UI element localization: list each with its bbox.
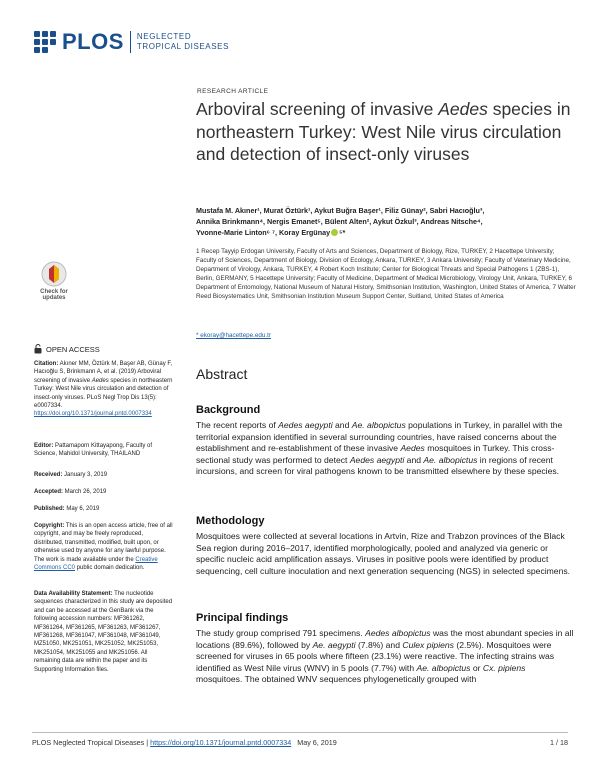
received-label: Received:	[34, 472, 63, 478]
find-i1: Aedes albopictus	[365, 628, 431, 638]
published-label: Published:	[34, 506, 65, 512]
check-updates-icon	[41, 261, 67, 287]
check-updates-line1: Check for	[40, 289, 68, 295]
footer-citation	[32, 738, 337, 747]
bg-t5: and	[404, 454, 424, 465]
editor-label: Editor:	[34, 443, 54, 449]
journal-logo-text: PLOS	[62, 29, 124, 54]
footer-doi-link[interactable]: https://doi.org/10.1371/journal.pntd.0007334	[150, 738, 292, 747]
methodology-heading: Methodology	[196, 515, 265, 527]
find-t3: (7.8%) and	[355, 639, 403, 650]
orcid-icon[interactable]	[331, 229, 338, 236]
open-access-badge	[34, 344, 100, 354]
article-type: RESEARCH ARTICLE	[197, 88, 269, 95]
citation-italic: Aedes	[91, 377, 109, 384]
corresponding-email[interactable]: * ekoray@hacettepe.edu.tr	[196, 332, 272, 339]
journal-name	[137, 32, 229, 52]
logo-divider	[130, 31, 131, 53]
editor-text: Pattamaporn Kittayapong, Faculty of Science, Mahidol University, THAILAND	[34, 443, 153, 458]
bg-t1: The recent reports of	[196, 420, 279, 430]
title-italic: Aedes	[438, 99, 488, 119]
authors-line1: Mustafa M. Akıner¹, Murat Öztürk¹, Aykut Buğra Başer¹, Filiz Günay², Sabri Hacıoğlu³,	[196, 206, 485, 215]
bg-i5: Ae. albopictus	[423, 454, 478, 465]
methodology-text: Mosquitoes were collected at several locations in Artvin, Rize and Trabzon provinces of the Black Sea region during 2016–2017, identified morphologically, pooled and analyzed via generic or specific nucleic acid amplification assays. Viruses in positive pools were identified by product sequencing, cell culture inoculation and next generation sequencing (NGS) in selected specimens.	[196, 531, 571, 576]
page-footer	[32, 738, 568, 747]
data-availability-text: The nucleotide sequences characterized in this study are deposited and can be accessed at the GenBank via the following accession numbers: MF361262, MF361264, MF361265, MF361263, MF361267, MF361268, MF361047, MF361048, MF361049, MZ51050, MK251051, MK251052, MK251053, MK251054, MK251055 and MK251056. All remaining data are within the paper and its Supporting Information files.	[34, 591, 173, 673]
bg-t6: in regions of recent incursions, and screen for viral pathogens known to be transmitted elsewhere by these species.	[196, 454, 560, 476]
footer-separator: |	[144, 738, 151, 747]
data-availability-block	[34, 590, 174, 674]
bg-t2: and	[332, 420, 352, 430]
footer-date: May 6, 2019	[297, 738, 337, 747]
copyright-label: Copyright:	[34, 523, 65, 529]
footer-rule	[32, 732, 568, 733]
find-t1: The study group comprised 791 specimens.	[196, 628, 366, 638]
bg-t3: populations in Turkey, in parallel with the territorial expansion identified in several surrounding countries, have raised concerns about the establishment and re-establishment of these invasive	[196, 420, 563, 453]
citation-text2: species in northeastern Turkey: West Nile virus circulation and detection of insect-only viruses. PLoS Negl Trop Dis 13(5): e0007334.	[34, 377, 173, 410]
find-i2: Ae. aegypti	[312, 639, 356, 650]
copyright-text1: This is an open access article, free of all copyright, and may be freely reproduced, distributed, transmitted, modified, built upon, or otherwise used by anyone for any lawful purpose. The work is made available under the	[34, 523, 173, 563]
copyright-text2: public domain dedication.	[75, 565, 145, 572]
find-i5: Cx. pipiens	[482, 662, 526, 673]
open-lock-icon	[34, 344, 42, 354]
citation-label: Citation:	[34, 361, 59, 367]
bg-i2: Ae. albopictus	[351, 420, 406, 430]
find-i4: Ae. albopictus	[416, 662, 471, 673]
background-text	[196, 420, 574, 478]
received-block	[34, 471, 174, 479]
bg-i1: Aedes aegypti	[278, 420, 333, 430]
background-heading: Background	[196, 404, 261, 416]
data-availability-label: Data Availability Statement:	[34, 591, 113, 597]
findings-text	[196, 628, 574, 686]
journal-logo[interactable]	[32, 27, 229, 57]
find-i3: Culex pipiens	[402, 639, 454, 650]
published-date: May 6, 2019	[64, 506, 100, 512]
author-list	[196, 206, 581, 238]
received-date: January 3, 2019	[62, 472, 108, 478]
abstract-heading: Abstract	[196, 366, 248, 382]
findings-heading: Principal findings	[196, 612, 289, 624]
find-t6: mosquitoes. The obtained WNV sequences phylogenetically grouped with	[196, 674, 477, 684]
footer-journal: PLOS Neglected Tropical Diseases	[32, 738, 145, 747]
cc0-license-link[interactable]: Creative Commons CC0	[34, 556, 158, 572]
authors-line3-end: ⁵*	[339, 227, 346, 237]
title-part2: species in northeastern Turkey: West Nile virus circulation and detection of insect-only viruses	[196, 99, 571, 164]
page-number: 1 / 18	[550, 738, 568, 747]
authors-line3-row	[196, 228, 581, 239]
accepted-date: March 26, 2019	[63, 489, 107, 495]
citation-doi-link[interactable]: https://doi.org/10.1371/journal.pntd.0007334	[34, 411, 152, 418]
accepted-label: Accepted:	[34, 489, 64, 495]
bg-i3: Aedes	[400, 443, 425, 453]
authors-line2: Annika Brinkmann⁴, Nergis Emanet⁵, Bülent Alten², Aykut Özkul³, Andreas Nitsche⁴,	[196, 216, 483, 226]
citation-text1: Akıner MM, Öztürk M, Başer AB, Günay F, Hacıoğlu S, Brinkmann A, et al. (2019) Arboviral screening of invasive	[34, 361, 173, 384]
journal-name-line1: NEGLECTED	[136, 32, 192, 41]
affiliations: 1 Recep Tayyip Erdogan University, Faculty of Arts and Sciences, Department of Biology, Rize, TURKEY, 2 Hacettepe University; Faculty of Sciences, Department of Biology, Division of Ecology, Ankara, TURKEY, 3 Ankara University; Faculty of Veterinary Medicine, Department of Virology, Ankara, TURKEY, 4 Robert Koch Institute; Center for Biological Threats and Special Pathogens 1 (ZBS-1), Berlin, GERMANY, 5 Hacettepe University; Faculty of Medicine, Department of Medical Microbiology, Virology Unit, Ankara, TURKEY, 6 Department of Entomology, National Museum of Natural History, Smithsonian Institution, Washington, United States of America, 7 Walter Reed Biosystematics Unit, Smithsonian Institution Museum Support Center, Suitland, United States of America	[196, 248, 576, 300]
journal-name-line2: TROPICAL DISEASES	[136, 42, 230, 51]
accepted-block	[34, 488, 174, 496]
title-part1: Arboviral screening of invasive	[196, 99, 439, 119]
check-updates-badge[interactable]	[34, 261, 74, 309]
article-title	[196, 98, 576, 166]
open-access-label: OPEN ACCESS	[46, 344, 100, 354]
bg-t4: mosquitoes in Turkey. This cross-sectional study was performed to detect	[196, 443, 555, 465]
find-t4: (2.5%). Mosquitoes were screened for viruses in 65 pools where fifteen (23.1%) were reactive. The infecting strains was identified as West Nile virus (WNV) in 5 pools (7.7%) with	[196, 639, 555, 673]
editor-block	[34, 442, 174, 459]
plos-logo-icon	[32, 29, 58, 55]
bg-i4: Aedes aegypti	[349, 454, 405, 465]
find-t2: was the most abundant species in all locations (89.6%), followed by	[196, 628, 574, 650]
authors-line3: Yvonne-Marie Linton⁶ ⁷, Koray Ergünay	[196, 227, 331, 237]
check-updates-line2: updates	[42, 295, 66, 301]
find-t5: or	[470, 662, 483, 673]
copyright-block	[34, 522, 174, 572]
citation-block	[34, 360, 174, 419]
published-block	[34, 505, 174, 513]
